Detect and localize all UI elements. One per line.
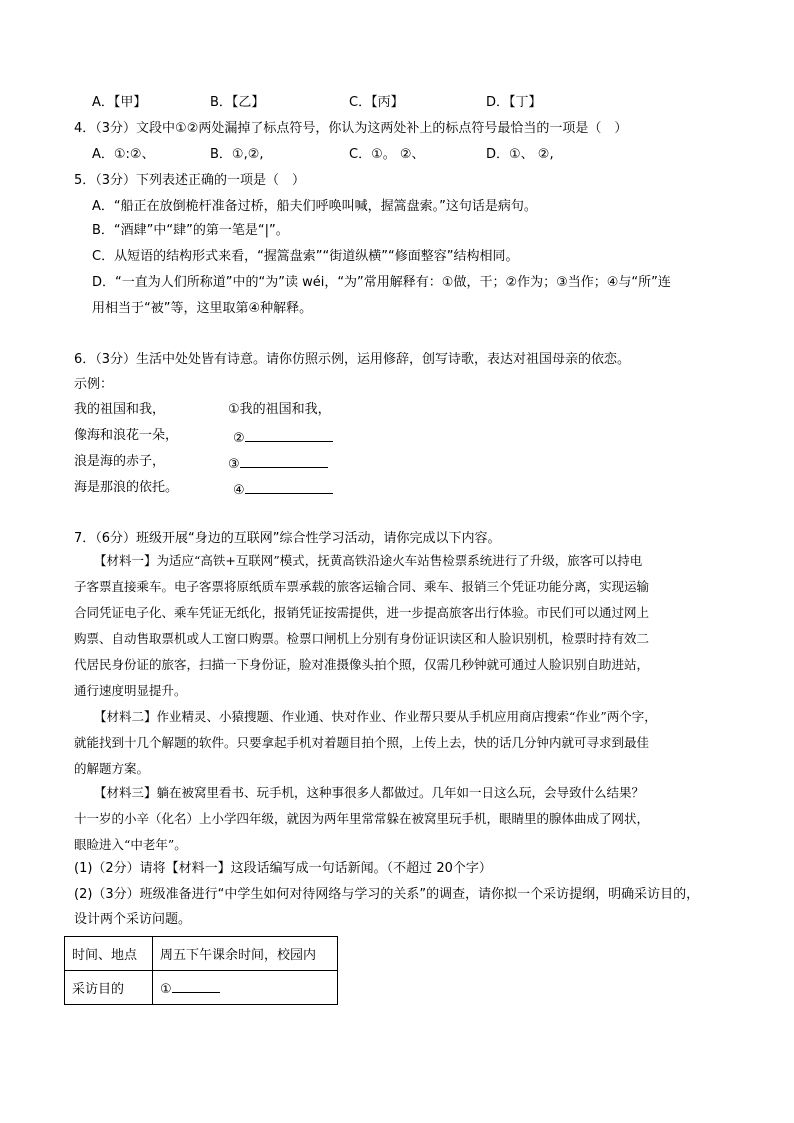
q6-blank-4[interactable] [245,479,333,494]
q6-blank-3[interactable] [240,453,328,468]
q3-option-a: A．【甲】 [92,95,147,110]
q7-material3-line: 【材料三】躺在被窝里看书、玩手机，这种事很多人都做过。几年如一日这么玩，会导致什么结果？ [94,785,645,800]
q7-material1-line: 合同凭证电子化、乘车凭证无纸化，报销凭证按需提供，进一步提高旅客出行体验。市民们可以通过网上 [74,605,650,620]
time-place-label: 时间、地点 [65,937,153,971]
q4-option-b: B．①,②, [210,147,264,162]
q6-mark-4: ④ [233,483,245,498]
q3-option-d: D．【丁】 [486,95,542,110]
q7-material3-line: 十一岁的小辛（化名）上小学四年级，就因为两年里常常躲在被窝里玩手机，眼睛里的腺体曲成了网状， [74,811,650,826]
q6-mark-2: ② [233,431,245,446]
q7-material2-line: 的解题方案。 [74,761,150,776]
q7-material3-line: 眼睑进入“中老年”。 [74,837,187,852]
q6-blank-2[interactable] [245,427,333,442]
q4-option-a: A．①:②、 [92,147,155,162]
q4-stem: 4．（3分）文段中①②两处漏掉了标点符号，你认为这两处补上的标点符号最恰当的一项是（ ） [74,121,628,136]
q6-answer-line-4[interactable] [233,479,333,500]
q5-option-b: B．“酒肆”中“肆”的第一笔是“|”。 [92,223,289,238]
q5-option-d-line1: D．“一直为人们所称道”中的“为”读 wéi，“为”常用解释有：①做，干；②作为；③当作；④与“所”连 [92,275,671,290]
q5-option-a: A．“船正在放倒桅杆准备过桥，船夫们呼唤叫喊，握篙盘索。”这句话是病句。 [92,199,537,214]
purpose-answer-cell[interactable] [153,971,338,1005]
time-place-value: 周五下午课余时间，校园内 [153,937,338,971]
q6-answer-line-3[interactable] [228,453,328,474]
q6-example-line: 我的祖国和我， [74,402,166,417]
q6-mark-3: ③ [228,457,240,472]
q3-option-c: C．【丙】 [349,95,404,110]
table-row [65,937,338,971]
q7-material2-line: 就能找到十几个解题的软件。只要拿起手机对着题目拍个照，上传上去，快的话几分钟内就可寻求到最佳 [74,735,650,750]
q5-option-d-line2: 用相当于“被”等，这里取第④种解释。 [92,301,313,316]
interview-table [64,936,338,1005]
q7-material1-line: 子客票直接乘车。电子客票将原纸质车票承载的旅客运输合同、乘车、报销三个凭证功能分离，实现运输 [74,579,650,594]
q7-stem: 7．（6分）班级开展“身边的互联网”综合性学习活动，请你完成以下内容。 [74,531,501,546]
q7-material1-line: 通行速度明显提升。 [74,683,187,698]
q6-example-line: 浪是海的赤子， [74,454,166,469]
purpose-blank[interactable] [172,978,220,993]
q4-option-c: C．①。 ②、 [349,147,425,162]
q7-sub2-line1: (2)（3分）班级准备进行“中学生如何对待网络与学习的关系”的调查，请你拟一个采访提纲，明确采访目的， [74,887,700,902]
q7-sub1: (1)（2分）请将【材料一】这段话编写成一句话新闻。（不超过 20个字） [74,861,492,876]
q5-option-c: C．从短语的结构形式来看，“握篙盘索”“街道纵横”“修面整容”结构相同。 [92,249,519,264]
q6-example-line: 海是那浪的依托。 [74,480,179,495]
q6-answer-line-1: ①我的祖国和我， [228,402,331,417]
q7-material1-line: 购票、自动售取票机或人工窗口购票。检票口闸机上分别有身份证识读区和人脸识别机，检票时持有效二 [74,631,650,646]
q7-material2-line: 【材料二】作业精灵、小猿搜题、作业通、快对作业、作业帮只要从手机应用商店搜索“作业”两个字， [94,709,657,724]
q3-option-b: B．【乙】 [210,95,265,110]
purpose-label: 采访目的 [65,971,153,1005]
q7-sub2-line2: 设计两个采访问题。 [74,912,192,927]
q4-option-d: D．①、 ②, [486,147,554,162]
q6-example-label: 示例： [74,377,114,392]
q6-example-line: 像海和浪花一朵， [74,428,179,443]
q5-stem: 5．（3分）下列表述正确的一项是（ ） [74,173,306,188]
q7-material1-line: 代居民身份证的旅客，扫描一下身份证，脸对准摄像头拍个照，仅需几秒钟就可通过人脸识别自助进站， [74,657,650,672]
table-row [65,971,338,1005]
q6-answer-line-2[interactable] [233,427,333,448]
q7-material1-line: 【材料一】为适应“高铁+互联网”模式，抚黄高铁沿途火车站售检票系统进行了升级，旅客可以持电 [94,553,643,568]
q6-stem: 6．（3分）生活中处处皆有诗意。请你仿照示例，运用修辞，创写诗歌，表达对祖国母亲的依恋。 [74,352,631,367]
purpose-mark: ① [160,982,172,997]
